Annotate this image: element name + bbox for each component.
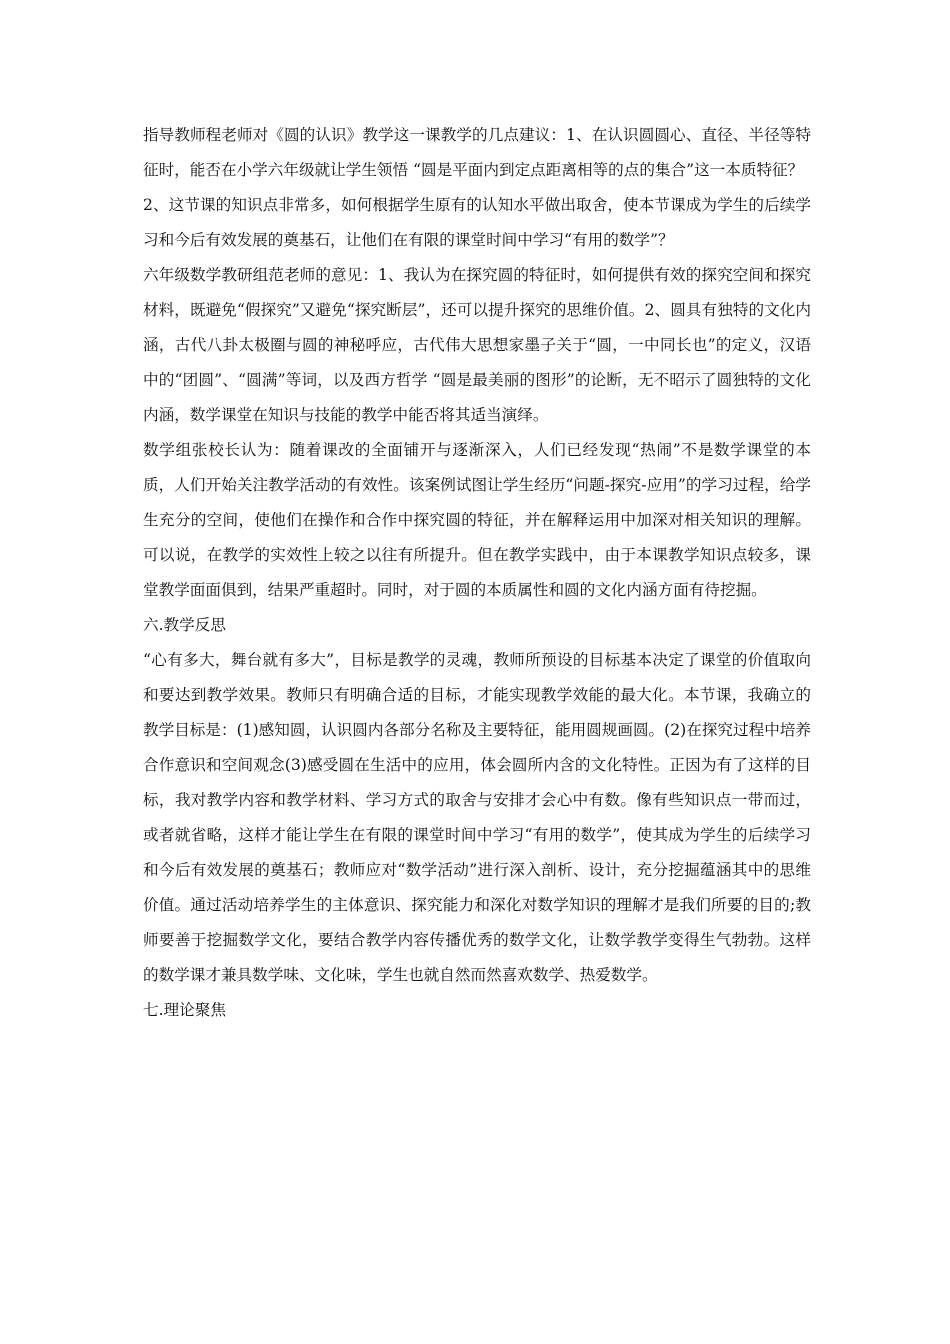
section-heading-theory-focus: 七.理论聚焦 [143, 1001, 226, 1019]
section-heading-teaching-reflection: 六.教学反思 [143, 616, 226, 634]
paragraph-teacher-fan-opinion: 六年级数学教研组范老师的意见：1、我认为在探究圆的特征时，如何提供有效的探究空间和探究材料，既避免“假探究”又避免“探究断层”，还可以提升探究的思维价值。2、圆具有独特的文化内涵，古代八卦太极圈与圆的神秘呼应，古代伟大思想家墨子关于“圆，一中同长也”的定义，汉语中的“团圆”、“圆满”等词，以及西方哲学 “圆是最美丽的图形”的论断，无不昭示了圆独特的文化内涵，数学课堂在知识与技能的教学中能否将其适当演绎。 [143, 266, 811, 424]
paragraph-teacher-cheng-suggestions: 指导教师程老师对《圆的认识》教学这一课教学的几点建议：1、在认识圆圆心、直径、半径等特征时，能否在小学六年级就让学生领悟 “圆是平面内到定点距离相等的点的集合”这一本质特征？ [143, 126, 811, 179]
paragraph-suggestion-two: 2、这节课的知识点非常多，如何根据学生原有的认知水平做出取舍，使本节课成为学生的后续学习和今后有效发展的奠基石，让他们在有限的课堂时间中学习“有用的数学”？ [143, 196, 811, 249]
document-page [143, 118, 811, 1028]
paragraph-teaching-reflection: “心有多大，舞台就有多大”，目标是教学的灵魂，教师所预设的目标基本决定了课堂的价值取向和要达到教学效果。教师只有明确合适的目标，才能实现教学效能的最大化。本节课，我确立的教学目标是：(1)感知圆，认识圆内各部分名称及主要特征，能用圆规画圆。(2)在探究过程中培养合作意识和空间观念(3)感受圆在生活中的应用，体会圆所内含的文化特性。正因为有了这样的目标，我对教学内容和教学材料、学习方式的取舍与安排才会心中有数。像有些知识点一带而过，或者就省略，这样才能让学生在有限的课堂时间中学习“有用的数学”，使其成为学生的后续学习和今后有效发展的奠基石；教师应对“数学活动”进行深入剖析、设计，充分挖掘蕴涵其中的思维价值。通过活动培养学生的主体意识、探究能力和深化对数学知识的理解才是我们所要的目的;教师要善于挖掘数学文化，要结合教学内容传播优秀的数学文化，让数学教学变得生气勃勃。这样的数学课才兼具数学味、文化味，学生也就自然而然喜欢数学、热爱数学。 [143, 651, 811, 984]
paragraph-principal-zhang-opinion: 数学组张校长认为：随着课改的全面铺开与逐渐深入，人们已经发现“热闹”不是数学课堂的本质，人们开始关注教学活动的有效性。该案例试图让学生经历“问题-探究-应用”的学习过程，给学生充分的空间，使他们在操作和合作中探究圆的特征，并在解释运用中加深对相关知识的理解。可以说，在教学的实效性上较之以往有所提升。但在教学实践中，由于本课教学知识点较多，课堂教学面面俱到，结果严重超时。同时，对于圆的本质属性和圆的文化内涵方面有待挖掘。 [143, 441, 811, 599]
